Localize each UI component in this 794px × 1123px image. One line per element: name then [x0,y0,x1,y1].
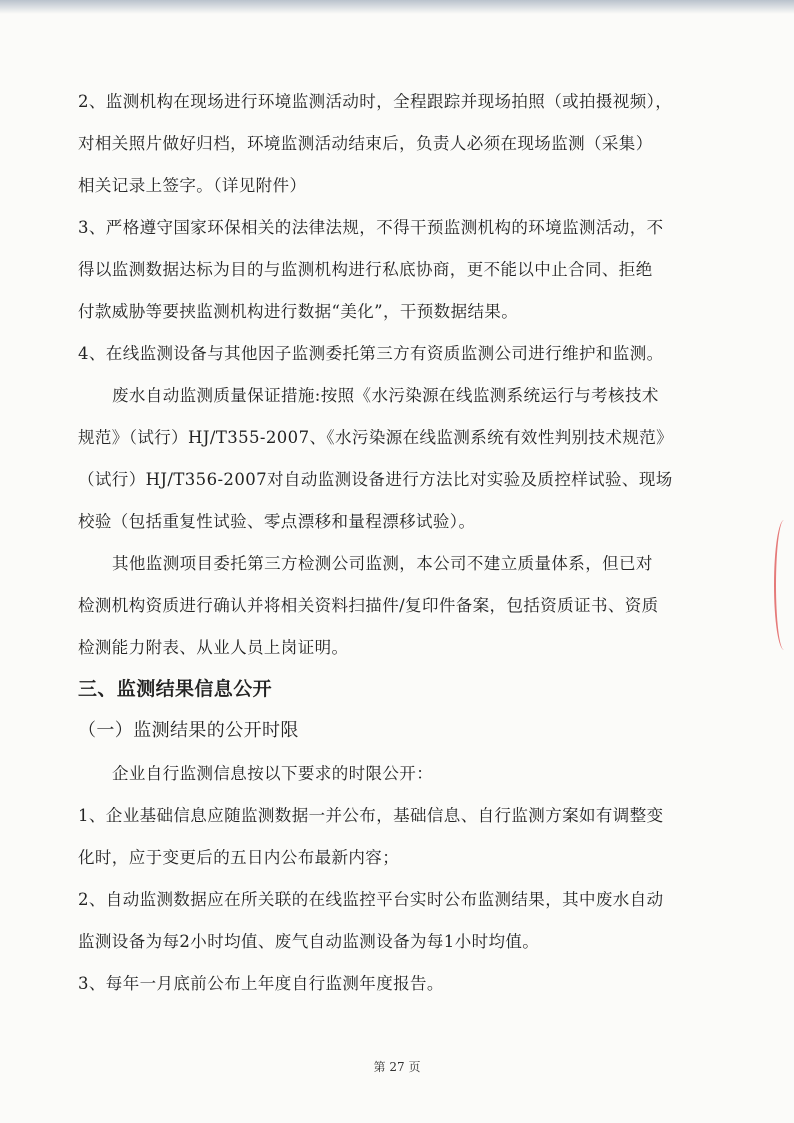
scan-edge-shadow [0,0,794,14]
paragraph-line: 4、在线监测设备与其他因子监测委托第三方有资质监测公司进行维护和监测。 [78,344,664,363]
subsection-heading: （一）监测结果的公开时限 [78,720,299,741]
paragraph-line: 其他监测项目委托第三方检测公司监测，本公司不建立质量体系，但已对 [112,554,653,573]
paragraph-line: 废水自动监测质量保证措施:按照《水污染源在线监测系统运行与考核技术 [112,386,659,405]
paragraph-line: 3、每年一月底前公布上年度自行监测年度报告。 [78,974,444,993]
paragraph-line: 付款威胁等要挟监测机构进行数据“美化”，干预数据结果。 [78,302,519,321]
paragraph-line: 化时，应于变更后的五日内公布最新内容； [78,848,400,867]
paragraph-line: 2、自动监测数据应在所关联的在线监控平台实时公布监测结果，其中废水自动 [78,890,664,909]
paragraph-line: 得以监测数据达标为目的与监测机构进行私底协商，更不能以中止合同、拒绝 [78,260,653,279]
paragraph-line: 相关记录上签字。（详见附件） [78,176,307,195]
paragraph-line: 2、监测机构在现场进行环境监测活动时，全程跟踪并现场拍照（或拍摄视频）， [78,92,673,111]
paragraph-line: 规范》（试行）HJ/T355-2007、《水污染源在线监测系统有效性判别技术规范》 [78,428,674,447]
paragraph-line: （试行）HJ/T356-2007对自动监测设备进行方法比对实验及质控样试验、现场 [78,470,673,489]
paragraph-line: 检测能力附表、从业人员上岗证明。 [78,638,349,657]
paragraph-line: 监测设备为每2小时均值、废气自动监测设备为每1小时均值。 [78,932,540,951]
section-heading: 三、监测结果信息公开 [78,678,273,700]
red-stamp-edge [774,520,794,650]
page-number: 第 27 页 [373,1060,421,1074]
paragraph-line: 检测机构资质进行确认并将相关资料扫描件/复印件备案，包括资质证书、资质 [78,596,659,615]
paragraph-line: 1、企业基础信息应随监测数据一并公布，基础信息、自行监测方案如有调整变 [78,806,664,825]
paragraph-line: 3、严格遵守国家环保相关的法律法规，不得干预监测机构的环境监测活动，不 [78,218,664,237]
paragraph-line: 校验（包括重复性试验、零点漂移和量程漂移试验）。 [78,512,476,531]
paragraph-line: 对相关照片做好归档，环境监测活动结束后，负责人必须在现场监测（采集） [78,134,653,153]
paragraph-line: 企业自行监测信息按以下要求的时限公开： [112,764,434,783]
